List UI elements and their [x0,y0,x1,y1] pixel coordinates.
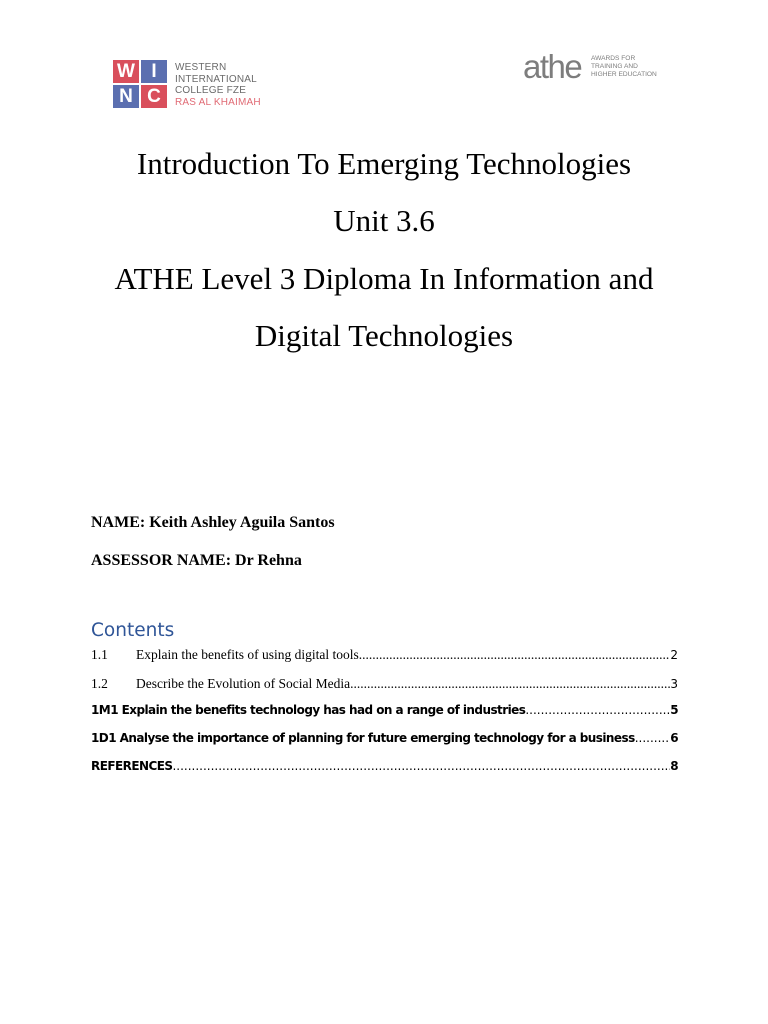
document-title: Introduction To Emerging Technologies [136,146,632,181]
toc-leader-dots [359,647,671,663]
toc-leader-dots [350,676,670,692]
winc-line-1: WESTERN [175,62,227,73]
toc-entry-title: Describe the Evolution of Social Media [136,676,351,691]
toc-entry-1d1[interactable] [91,731,678,749]
unit-number: Unit 3.6 [333,203,435,238]
toc-entry-number: 1.2 [91,676,108,691]
athe-tag-line-2: TRAINING AND [591,63,638,70]
winc-letter-c: C [141,85,167,108]
athe-logo-word: athe [523,48,582,85]
toc-leader-dots [172,759,670,773]
student-name-line [91,513,335,533]
student-name-label: NAME: [91,514,146,531]
toc-entry-title: Explain the benefits of using digital tools [136,647,359,662]
toc-entry-title: 1M1 Explain the benefits technology has had on a range of industries [91,703,526,717]
athe-logo [523,50,663,86]
diploma-title-line-1: ATHE Level 3 Diploma In Information and [114,261,654,296]
winc-line-3: COLLEGE FZE [175,85,247,96]
toc-entry-references[interactable] [91,759,678,777]
winc-letter-n: N [113,85,139,108]
winc-line-4: RAS AL KHAIMAH [175,96,261,108]
winc-logo [113,60,273,112]
toc-entry-page: 6 [670,731,678,745]
toc-entry-page: 8 [670,759,678,773]
toc-entry-page: 3 [670,677,678,691]
diploma-title-line-2: Digital Technologies [254,318,514,353]
toc-entry-page: 2 [670,648,678,662]
winc-logo-mark [113,60,169,110]
assessor-name-line [91,551,302,571]
toc-entry-1m1[interactable] [91,703,678,721]
winc-logo-text [175,62,261,108]
toc-leader-dots [635,731,670,745]
winc-letter-i: I [141,60,167,83]
athe-logo-tagline [591,55,657,79]
assessor-name-label: ASSESSOR NAME: [91,552,232,569]
winc-line-2: INTERNATIONAL [175,73,257,85]
athe-tag-line-1: AWARDS FOR [591,55,636,62]
assessor-name-value: Dr Rehna [235,552,302,569]
toc-entry-1-2[interactable] [91,676,678,694]
contents-heading: Contents [91,620,175,641]
athe-tag-line-3: HIGHER EDUCATION [591,71,657,78]
toc-leader-dots [525,703,670,717]
toc-entry-title: 1D1 Analyse the importance of planning for future emerging technology for a business [91,731,635,745]
toc-entry-1-1[interactable] [91,647,678,665]
toc-entry-page: 5 [670,703,678,717]
toc-entry-number: 1.1 [91,647,108,662]
winc-letter-w: W [113,60,139,83]
toc-entry-title: REFERENCES [91,759,173,773]
student-name-value: Keith Ashley Aguila Santos [149,514,335,531]
